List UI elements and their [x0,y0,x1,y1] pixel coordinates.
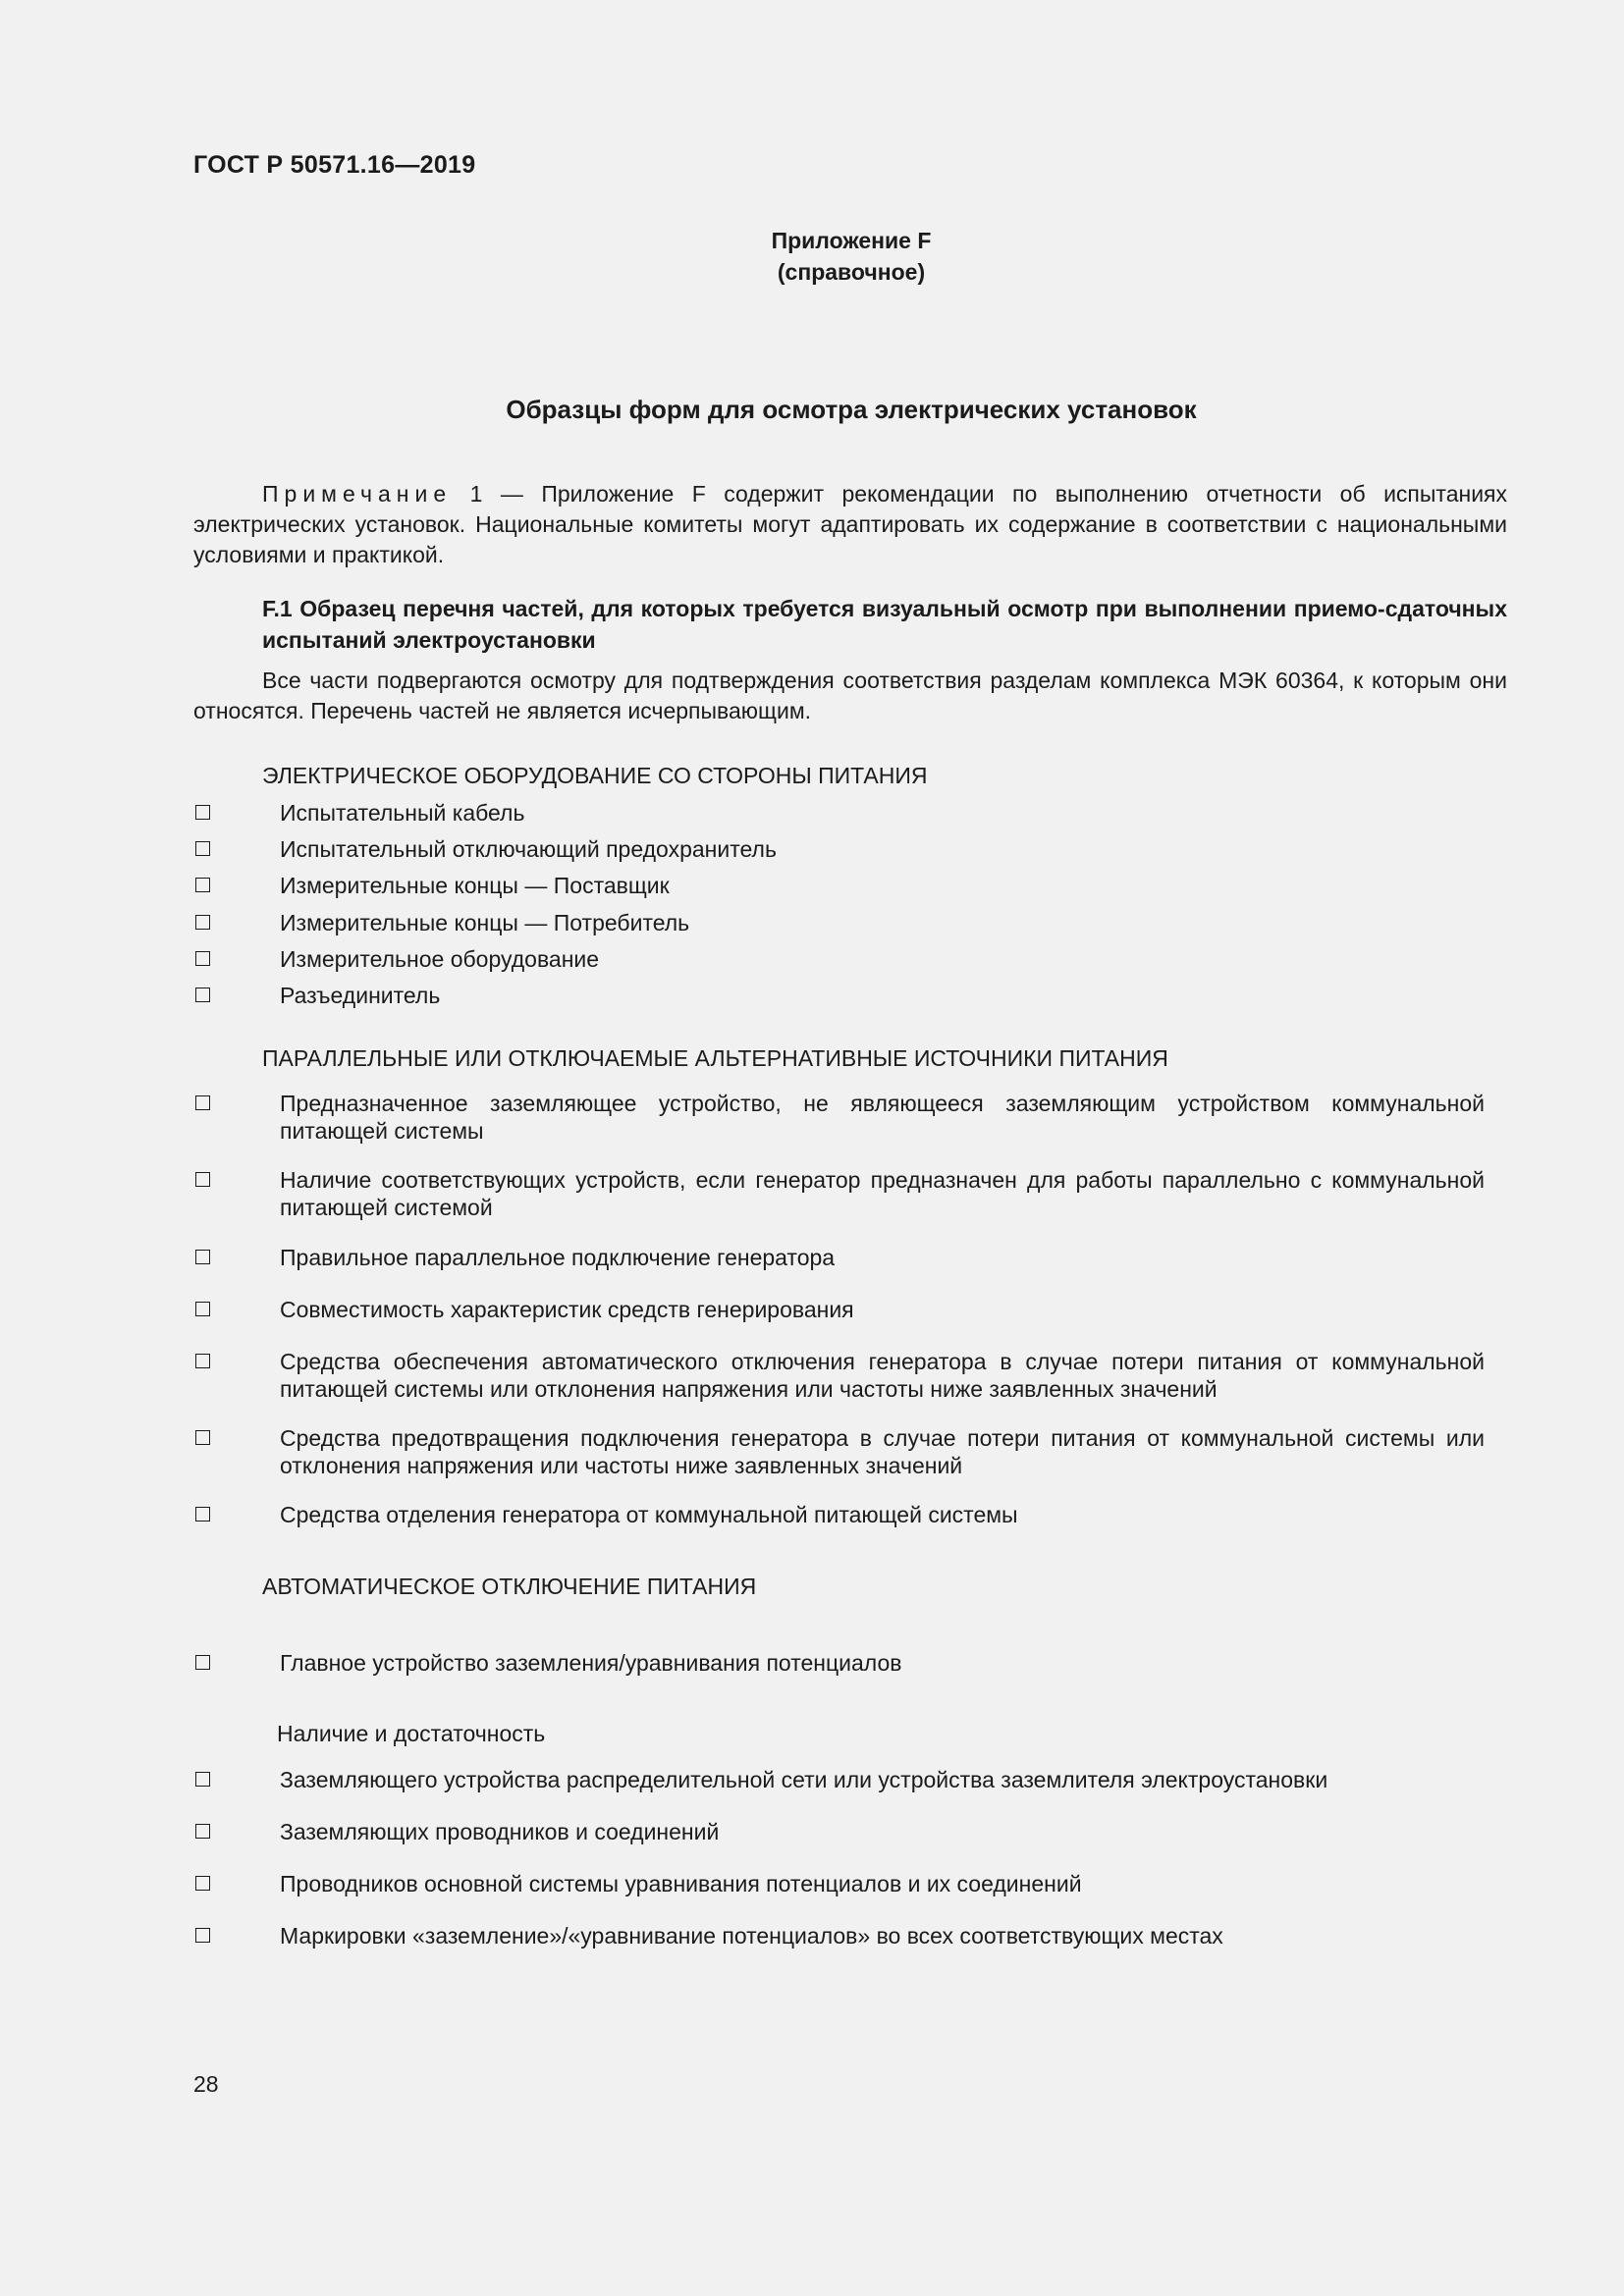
page-number: 28 [193,2071,219,2097]
checkbox[interactable] [195,878,210,892]
group-title-alternative-sources: ПАРАЛЛЕЛЬНЫЕ ИЛИ ОТКЛЮЧАЕМЫЕ АЛЬТЕРНАТИВНЫЕ ИСТОЧНИКИ ПИТАНИЯ [262,1045,1168,1071]
subgroup-title: Наличие и достаточность [277,1721,546,1746]
checkbox[interactable] [195,1772,210,1787]
checkbox[interactable] [195,1354,210,1368]
section-heading: F.1 Образец перечня частей, для которых требуется визуальный осмотр при выполнении приемо-сдаточных испытаний электроустановки [262,596,1507,653]
appendix-type: (справочное) [777,259,926,285]
section-intro: Все части подвергаются осмотру для подтверждения соответствия разделам комплекса МЭК 60364, к которым они относятся. Перечень частей не является исчерпывающим. [193,667,1507,723]
note-paragraph [193,479,1507,570]
checkbox[interactable] [195,1928,210,1943]
checkbox[interactable] [195,1824,210,1839]
checkbox[interactable] [195,1430,210,1445]
checkbox[interactable] [195,1507,210,1522]
checkbox[interactable] [195,1250,210,1264]
note-text: 1 — Приложение F содержит рекомендации по выполнению отчетности об испытаниях электрических установок. Национальные комитеты могут адаптировать их содержание в соответствии с национальными условиями и практикой. [193,481,1507,567]
note-prefix: Примечание [262,481,453,507]
checkbox[interactable] [195,1302,210,1316]
checkbox[interactable] [195,915,210,930]
checkbox[interactable] [195,1876,210,1891]
checkbox[interactable] [195,841,210,856]
document-code: ГОСТ Р 50571.16—2019 [193,151,476,179]
group-title-automatic-disconnection: АВТОМАТИЧЕСКОЕ ОТКЛЮЧЕНИЕ ПИТАНИЯ [262,1574,757,1599]
appendix-label: Приложение F [771,228,932,253]
checkbox[interactable] [195,1655,210,1670]
checkbox[interactable] [195,1172,210,1187]
checkbox[interactable] [195,951,210,966]
page-title: Образцы форм для осмотра электрических установок [506,395,1197,424]
group-title-supply-equipment: ЭЛЕКТРИЧЕСКОЕ ОБОРУДОВАНИЕ СО СТОРОНЫ ПИТАНИЯ [262,763,928,788]
checkbox[interactable] [195,1095,210,1110]
checkbox[interactable] [195,805,210,820]
checkbox[interactable] [195,988,210,1002]
